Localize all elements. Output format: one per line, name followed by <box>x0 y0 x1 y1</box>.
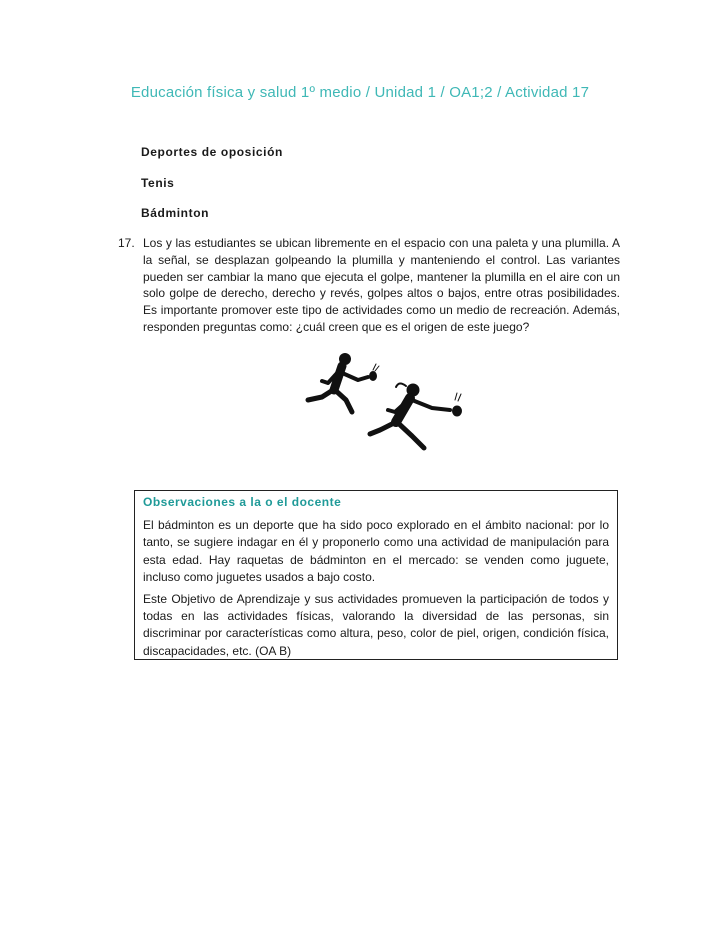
badminton-players-icon <box>300 350 480 455</box>
subheading-badminton: Bádminton <box>141 206 210 220</box>
player-two-figure <box>370 383 462 448</box>
subheading-tenis: Tenis <box>141 176 175 190</box>
observations-title: Observaciones a la o el docente <box>143 495 342 509</box>
teacher-observations-box <box>134 490 618 660</box>
observations-paragraph-1: El bádminton es un deporte que ha sido poco explorado en el ámbito nacional: por lo tanto, se sugiere indagar en él y proponerlo como una actividad de manipulación para esta edad. Hay raquetas de bádminton en el mercado: se venden como juguete, incluso como juguetes usados a bajo costo. <box>143 518 609 584</box>
activity-number: 17. <box>118 236 135 250</box>
subheading-oposicion: Deportes de oposición <box>141 145 283 159</box>
observations-paragraph-2: Este Objetivo de Aprendizaje y sus actividades promueven la participación de todos y todas en las actividades físicas, valorando la diversidad de las personas, sin discriminar por características como altura, peso, color de piel, origen, condición física, discapacidades, etc. (OA B) <box>143 592 609 658</box>
activity-text: Los y las estudiantes se ubican libremente en el espacio con una paleta y una plumilla. A la señal, se desplazan golpeando la plumilla y manteniendo el control. Las variantes pueden ser cambiar la mano que ejecuta el golpe, mantener la plumilla en el aire con un solo golpe de derecho, derecho y revés, golpes altos o bajos, entre otras posibilidades. Es importante promover este tipo de actividades como un medio de recreación. Además, responden preguntas como: ¿cuál creen que es el origen de este juego? <box>143 236 620 334</box>
activity-17 <box>118 235 620 336</box>
page-title: Educación física y salud 1º medio / Unidad 1 / OA1;2 / Actividad 17 <box>130 84 590 101</box>
player-one-figure <box>308 353 379 412</box>
